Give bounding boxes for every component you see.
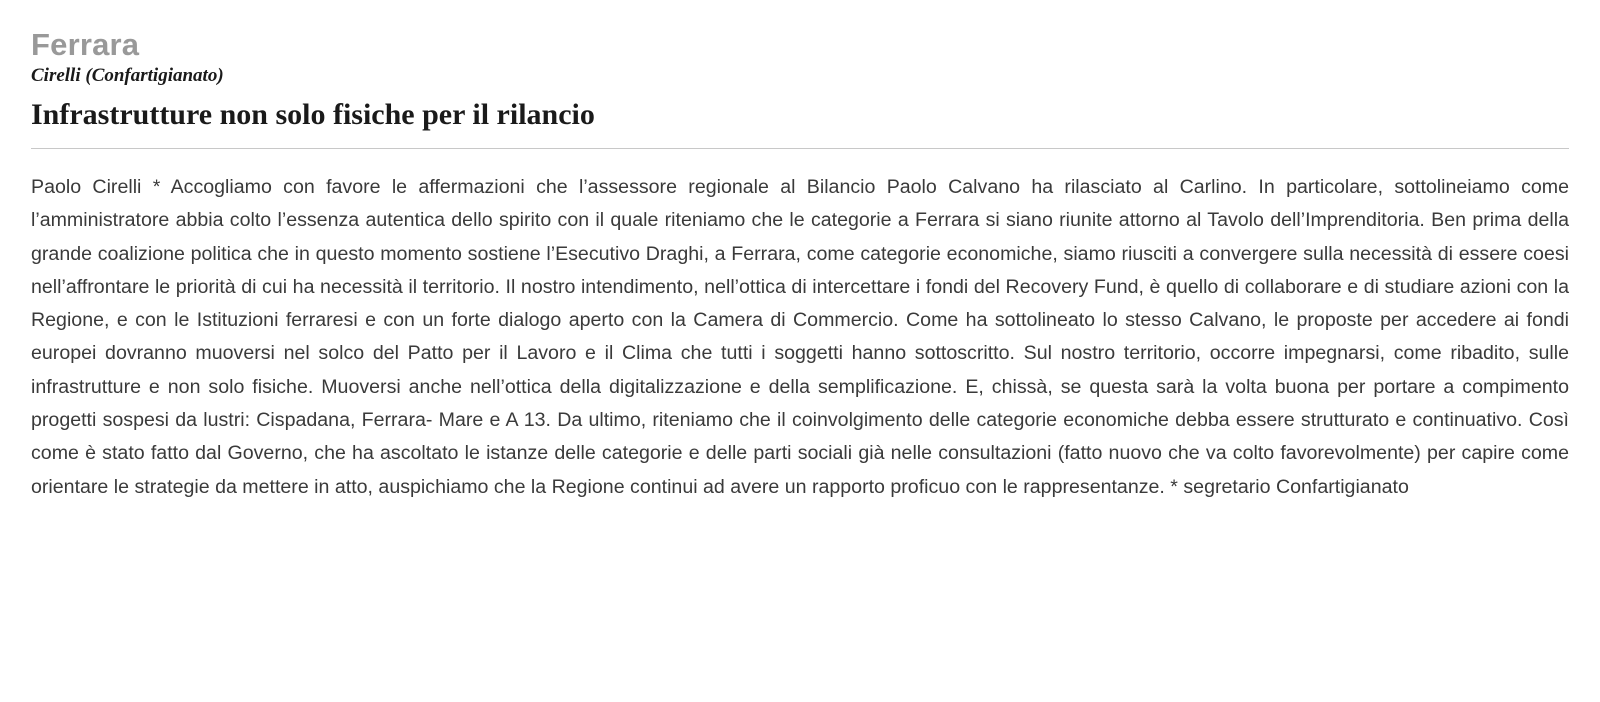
article-headline: Infrastrutture non solo fisiche per il rilancio [31,98,595,131]
section-label: Ferrara [31,27,140,62]
article-body: Paolo Cirelli * Accogliamo con favore le affermazioni che l’assessore regionale al Bilancio Paolo Calvano ha rilasciato al Carlino. In particolare, sottolineiamo come l’amministratore abbia colto l’essenza autentica dello spirito con il quale riteniamo che le categorie a Ferrara si siano riunite attorno al Tavolo dell’Imprenditoria. Ben prima della grande coalizione politica che in questo momento sostiene l’Esecutivo Draghi, a Ferrara, come categorie economiche, siamo riusciti a convergere sulla necessità di essere coesi nell’affrontare le priorità di cui ha necessità il territorio. Il nostro intendimento, nell’ottica di intercettare i fondi del Recovery Fund, è quello di collaborare e di studiare azioni con la Regione, e con le Istituzioni ferraresi e con un forte dialogo aperto con la Camera di Commercio. Come ha sottolineato lo stesso Calvano, le proposte per accedere ai fondi europei dovranno muoversi nel solco del Patto per il Lavoro e il Clima che tutti i soggetti hanno sottoscritto. Sul nostro territorio, occorre impegnarsi, come ribadito, sulle infrastrutture e non solo fisiche. Muoversi anche nell’ottica della digitalizzazione e della semplificazione. E, chissà, se questa sarà la volta buona per portare a compimento progetti sospesi da lustri: Cispadana, Ferrara- Mare e A 13. Da ultimo, riteniamo che il coinvolgimento delle categorie economiche debba essere strutturato e continuativo. Così come è stato fatto dal Governo, che ha ascoltato le istanze delle categorie e delle parti sociali già nelle consultazioni (fatto nuovo che va colto favorevolmente) per capire come orientare le strategie da mettere in atto, auspichiamo che la Regione continui ad avere un rapporto proficuo con le rappresentanze. * segretario Confartigianato [31,176,1569,498]
headline-divider [31,148,1569,149]
article-author: Cirelli (Confartigianato) [31,65,224,86]
